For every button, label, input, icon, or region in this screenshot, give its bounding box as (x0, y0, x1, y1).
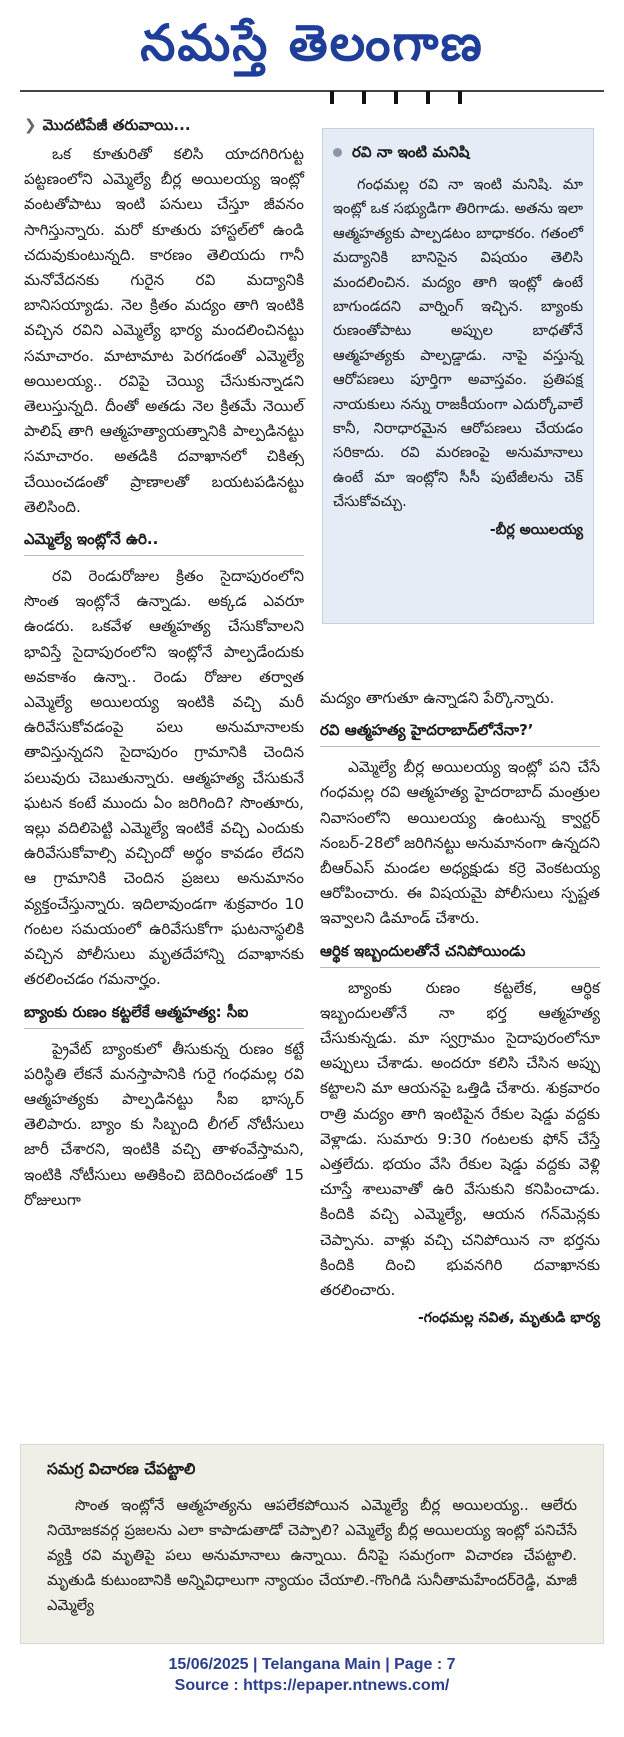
bottom-box-text: సొంత ఇంట్లోనే ఆత్మహత్యను ఆపలేకపోయిన ఎమ్మెల్యే బీర్ల అయిలయ్య.. ఆలేరు నియోజకవర్గ ప్రజలను ఎలా కాపాడుతాడో చెప్పాలి? ఎమ్మెల్యే బీర్ల అయిలయ్య ఇంట్లో పనిచేసే వ్యక్తి రవి మృతిపై పలు అనుమానాలు ఉన్నాయి. దీనిపై సమగ్రంగా విచారణ చేపట్టాలి. మృతుడి కుటుంబానికి అన్నివిధాలుగా న్యాయం చేయాలి.-గొంగిడి సునీతామహేందర్‌రెడ్డి, మాజీ ఎమ్మెల్యే (47, 1497, 577, 1614)
newspaper-logo: నమస్తే తెలంగాణ (140, 14, 484, 72)
paragraph: ప్రైవేట్ బ్యాంకులో తీసుకున్న రుణం కట్టే పరిస్థితి లేకనే మనస్తాపానికి గురై గంధమల్ల రవి ఆత్మహత్యకు పాల్పడినట్టు సీఐ భాస్కర్ తెలిపారు. బ్యాం కు సిబ్బంది లీగల్ నోటీసులు జారీ చేశారని, ఇంటికి వచ్చి తాళంవేస్తామని, ఇంటికి నోటీసులు అతికించి బెదిరించడంతో 15 రోజులుగా (24, 1039, 304, 1209)
subheading: రవి ఆత్మహత్య హైదరాబాద్‌లోనేనా?’ (320, 719, 600, 747)
subheading: ఆర్థిక ఇబ్బందులతోనే చనిపోయిండు (320, 940, 600, 968)
subheading: బ్యాంకు రుణం కట్టలేకే ఆత్మహత్య: సీఐ (24, 1001, 304, 1029)
quote-box-text: గంధమల్ల రవి నా ఇంటి మనిషి. మా ఇంట్లో ఒక సభ్యుడిగా తిరిగాడు. అతను ఇలా ఆత్మహత్యకు పాల్పడటం బాధాకరం. గతంలో మద్యానికి బానిసైన విషయం తెలిసి మందలించిన. మద్యం తాగి ఇంట్లో ఉంటే బాగుండదని వార్నింగ్ ఇచ్చిన. బ్యాంకు రుణంతోపాటు అప్పుల బాధతోనే ఆత్మహత్యకు పాల్పడ్డాడు. నాపై వస్తున్న ఆరోపణలు పూర్తిగా అవాస్తవం. ప్రతిపక్ష నాయకులు నన్ను రాజకీయంగా ఎదుర్కోవాలే కానీ, నిరాధారమైన ఆరోపణలు చేయడం సరికాదు. రవి మరణంపై అనుమానాలు ఉంటే మా ఇంట్లోని సీసీ పుటేజీలను చెక్ చేసుకోవచ్చు. (333, 176, 583, 511)
quote-box-heading: రవి నా ఇంటి మనిషి (333, 141, 583, 163)
quote-box (322, 128, 594, 624)
paragraph: ఎమ్మెల్యే బీర్ల అయిలయ్య ఇంట్లో పని చేసే గంధమల్ల రవి ఆత్మహత్య హైదరాబాద్ మంత్రుల నివాసంలోని అయిలయ్య ఉంటున్న క్వార్టర్ నంబర్-28లో జరిగినట్టు అనుమానంగా ఉన్నదని బీఆర్‌ఎస్ మండల అధ్యక్షుడు కర్రె వెంకటయ్య ఆరోపించారు. ఈ విషయమై పోలీసులు స్పష్టత ఇవ్వాలని డిమాండ్ చేశారు. (320, 758, 600, 928)
bullet-icon (333, 148, 342, 157)
masthead (0, 0, 624, 88)
quote-credit: -గంధమల్ల నవిత, మృతుడి భార్య (418, 1310, 600, 1327)
bottom-box-heading: సమగ్ర విచారణ చేపట్టాలి (47, 1460, 196, 1478)
paragraph: బ్యాంకు రుణం కట్టలేక, ఆర్థిక ఇబ్బందులతోనే నా భర్త ఆత్మహత్య చేసుకున్నడు. మా స్వగ్రామం సైదాపురంలోనూ అప్పులు చేశాడు. అందరూ కలిసి చేసిన అప్పు కట్టాలని మా ఆయనపై ఒత్తిడి చేశారు. శుక్రవారం రాత్రి మద్యం తాగి ఇంటిపైన రేకుల షెడ్డు వద్దకు వెళ్లాడు. సుమారు 9:30 గంటలకు ఫోన్ చేస్తే ఎత్తలేదు. భయం వేసి రేకుల షెడ్డు వద్దకు వెళ్లి చూస్తే శాలువాతో ఉరి వేసుకుని కనిపించాడు. కిందికి వచ్చి ఎమ్మెల్యే, ఆయన గన్‌మెన్లకు చెప్పాను. వాళ్లు వచ్చి చనిపోయిన నా భర్తను కిందికి దించి భువనగిరి దవాఖానకు తరలించారు. (320, 978, 600, 1300)
left-column (24, 114, 304, 1217)
continuation-label: ❯ మొదటిపేజీ తరువాయి... (24, 116, 191, 134)
masthead-rule (20, 90, 604, 92)
footer-source-line: Source : https://epaper.ntnews.com/ (174, 1677, 450, 1694)
cropped-headline-fragment (330, 90, 510, 104)
paragraph: మద్యం తాగుతూ ఉన్నాడని పేర్కొన్నారు. (320, 689, 555, 707)
paragraph: రవి రెండురోజుల క్రితం సైదాపురంలోని సొంత ఇంట్లోనే ఉన్నాడు. అక్కడ ఎవరూ ఉండరు. ఒకవేళ ఆత్మహత్య చేసుకోవాలని భావిస్తే సైదాపురంలోని ఇంట్లోనే పాల్పడేందుకు అవకాశం ఉన్నా.. రెండు రోజుల తర్వాత ఎమ్మెల్యే అయిలయ్య ఇంటికి వచ్చి మరీ ఉరివేసుకోవడంపై పలు అనుమానాలకు తావిస్తున్నదని సైదాపురం గ్రామానికి చెందిన పలువురు చెబుతున్నారు. ఆత్మహత్య చేసుకునే ఘటన కంటే ముందు ఏం జరిగింది? సొంతూరు, ఇల్లు వదిలిపెట్టి ఎమ్మెల్యే ఇంటికే వచ్చి ఎందుకు ఉరివేసుకోవాల్సి వచ్చిందో అర్థం కావడం లేదని ఆ గ్రామానికి చెందిన ప్రజలు అనుమానం వ్యక్తంచేస్తున్నారు. ఇదిలావుండగా శుక్రవారం 10 గంటల సమయంలో ఉరివేసుకోగా ఘటనాస్థలికి వచ్చిన పోలీసులు మృతదేహాన్ని దవాఖానకు తరలించడం గమనార్హం. (24, 567, 304, 989)
bottom-box (20, 1444, 604, 1644)
subheading: ఎమ్మెల్యే ఇంట్లోనే ఉరి.. (24, 528, 304, 556)
paragraph: ఒక కూతురితో కలిసి యాదగిరిగుట్ట పట్టణంలోని ఎమ్మెల్యే బీర్ల అయిలయ్య ఇంట్లో వంటతోపాటు ఇంటి పనులు చేస్తూ జీవనం సాగిస్తున్నారు. మరో కూతురు హాస్టల్‌లో ఉండి చదువుకుంటున్నది. కారణం తెలియదు గానీ మనోవేదనకు గురైన రవి మద్యానికి బానిసయ్యాడు. నెల క్రితం మద్యం తాగి ఇంటికి వచ్చిన రవిని ఎమ్మెల్యే భార్య మందలించినట్టు సమాచారం. మాటామాట పెరగడంతో ఎమ్మెల్యే అయిలయ్య.. రవిపై చెయ్యి చేసుకున్నాడని తెలుస్తున్నది. దీంతో అతడు నెల క్రితమే నెయిల్ పాలిష్ తాగి ఆత్మహత్యాయత్నానికి పాల్పడినట్టు సమాచారం. అతడికి దవాఖానలో చికిత్స చేయించడంతో ప్రాణాలతో బయటపడినట్టు తెలిసింది. (24, 145, 304, 516)
right-column (320, 686, 600, 1329)
footer-date-line: 15/06/2025 | Telangana Main | Page : 7 (168, 1656, 456, 1673)
chevron-right-icon: ❯ (24, 116, 37, 134)
quote-credit: -బీర్ల అయిలయ్య (489, 521, 583, 538)
page-footer (0, 1654, 624, 1696)
